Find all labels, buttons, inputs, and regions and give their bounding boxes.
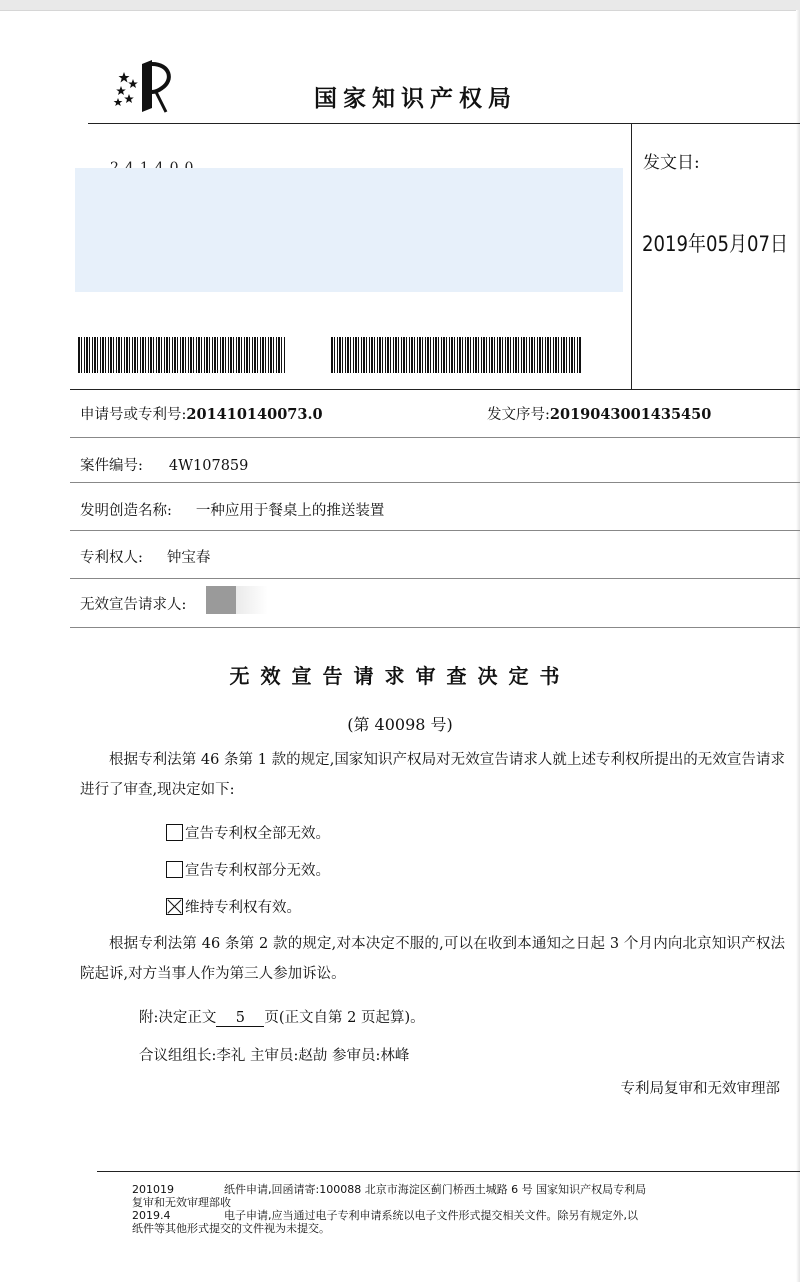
office-name: 国家知识产权局 [314, 86, 517, 112]
attachment-pages: 5 [216, 1011, 264, 1027]
case-number-label: 案件编号: [80, 458, 143, 474]
decision-paragraph-2: 根据专利法第 46 条第 2 款的规定,对本决定不服的,可以在收到本通知之日起 3 个月内向北京知识产权法院起诉,对方当事人作为第三人参加诉讼。 [80, 936, 785, 982]
checkbox-icon [166, 861, 183, 878]
footer-line-2: 复审和无效审理部收 [132, 1196, 231, 1209]
field-rule [70, 437, 800, 438]
header-divider [631, 123, 632, 389]
field-rule [70, 530, 800, 531]
decision-title: 无效宣告请求审查决定书 [229, 664, 571, 688]
cnipa-logo [112, 58, 178, 114]
application-number-label: 申请号或专利号: [80, 407, 187, 423]
option-partial-invalid [166, 859, 330, 880]
decision-number: (第 40098 号) [347, 715, 453, 734]
footer-date: 2019.4 [132, 1209, 171, 1222]
issue-date: 2019年05月07日 [642, 232, 789, 256]
footer-line-4: 纸件等其他形式提交的文件视为未提交。 [132, 1222, 330, 1235]
patentee: 钟宝春 [166, 550, 211, 566]
decision-paragraph-1: 根据专利法第 46 条第 1 款的规定,国家知识产权局对无效宣告请求人就上述专利权所提出的无效宣告请求进行了审查,现决定如下: [80, 752, 785, 798]
attachment-line [139, 1006, 425, 1027]
redacted-address [75, 168, 623, 292]
redacted-requester [206, 586, 236, 614]
case-number: 4W107859 [168, 458, 249, 474]
patentee-row [80, 546, 210, 567]
option-label: 维持专利权有效。 [185, 900, 301, 916]
panel-members: 合议组组长:李礼 主审员:赵劼 参审员:林峰 [139, 1048, 410, 1064]
attachment-prefix: 附:决定正文 [139, 1010, 217, 1026]
checked-checkbox-icon [166, 898, 183, 915]
issue-date-label: 发文日: [643, 153, 700, 173]
page-edge-shadow [796, 10, 800, 1282]
case-number-row [80, 454, 248, 475]
requester-label: 无效宣告请求人: [80, 597, 187, 613]
barcode-right [331, 337, 581, 373]
invention-title: 一种应用于餐桌上的推送装置 [195, 503, 385, 519]
field-rule [70, 578, 800, 579]
option-maintain-valid [166, 896, 301, 917]
barcode-left [78, 337, 286, 373]
footer-line-3: 电子申请,应当通过电子专利申请系统以电子文件形式提交相关文件。除另有规定外,以 [224, 1209, 638, 1222]
option-full-invalid [166, 822, 330, 843]
application-number-row [80, 403, 323, 424]
redacted-requester-fade [236, 586, 268, 614]
window-top-edge [0, 0, 800, 11]
option-label: 宣告专利权部分无效。 [185, 863, 330, 879]
issuing-department: 专利局复审和无效审理部 [620, 1081, 780, 1097]
field-rule [70, 482, 800, 483]
serial-number-row [487, 403, 711, 424]
footer-notice [132, 1183, 787, 1235]
header-bottom-rule [70, 389, 800, 390]
option-label: 宣告专利权全部无效。 [185, 826, 330, 842]
checkbox-icon [166, 824, 183, 841]
application-number: 201410140073.0 [186, 406, 323, 423]
patentee-label: 专利权人: [80, 550, 143, 566]
attachment-suffix: 页(正文自第 2 页起算)。 [264, 1010, 425, 1026]
serial-number: 2019043001435450 [549, 406, 712, 423]
invention-title-row [80, 499, 384, 520]
requester-row [80, 593, 186, 614]
footer-line-1: 纸件申请,回函请寄:100088 北京市海淀区蓟门桥西土城路 6 号 国家知识产权局专利局 [224, 1183, 647, 1196]
footer-rule [97, 1171, 800, 1172]
invention-title-label: 发明创造名称: [80, 503, 172, 519]
footer-code: 201019 [132, 1183, 174, 1196]
header-top-rule [88, 123, 800, 124]
field-rule [70, 627, 800, 628]
serial-number-label: 发文序号: [487, 407, 550, 423]
